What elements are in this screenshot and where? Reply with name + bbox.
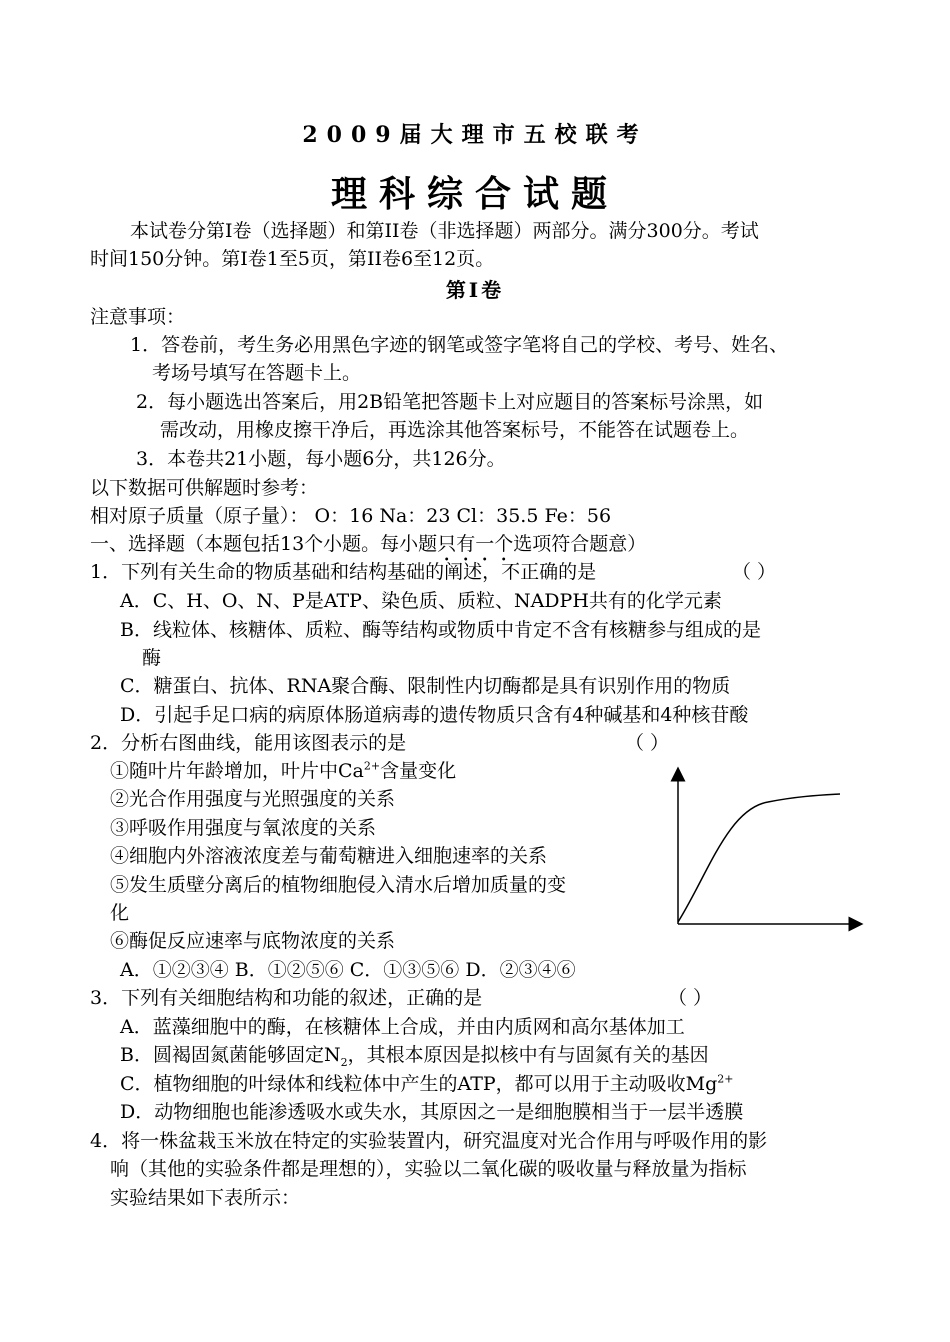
q2-item-2: ②光合作用强度与光照强度的关系	[110, 788, 396, 810]
section-heading-prefix: 一、选择题（本题包括13个小题。每小题	[90, 533, 438, 555]
q2-item-5-cont: 化	[110, 902, 130, 924]
exam-title: 2009届大理市五校联考	[302, 122, 648, 148]
q4-line-2: 响（其他的实验条件都是理想的），实验以二氧化碳的吸收量与释放量为指标	[110, 1158, 747, 1180]
intro-line-2: 时间150分钟。第I卷1至5页，第II卷6至12页。	[90, 248, 495, 270]
reference-heading: 以下数据可供解题时参考：	[90, 477, 319, 499]
q2-item-5: ⑤发生质壁分离后的植物细胞侵入清水后增加质量的变	[110, 874, 567, 896]
q2-item-1-text: ①随叶片年龄增加，叶片中Ca	[110, 760, 364, 782]
notice-item-2-cont: 需改动，用橡皮擦干净后，再选涂其他答案标号，不能答在试题卷上。	[160, 419, 750, 441]
atomic-mass-line: 相对原子质量（原子量）： O：16 Na：23 Cl：35.5 Fe：56	[90, 505, 612, 527]
q3-option-a: A．蓝藻细胞中的酶，在核糖体上合成，并由内质网和高尔基体加工	[120, 1016, 685, 1038]
section-heading-suffix: 选项符合题意）	[513, 533, 647, 555]
q3-option-b-subscript: 2	[340, 1055, 348, 1069]
q2-item-1-tail: 含量变化	[380, 760, 457, 782]
q2-item-1-charge: 2+	[363, 759, 381, 773]
q3-option-b	[120, 1042, 709, 1068]
q1-answer-paren: （ ）	[732, 561, 777, 583]
q2-item-6: ⑥酶促反应速率与底物浓度的关系	[110, 930, 396, 952]
section-heading-emphasis: 只有一个	[437, 533, 514, 555]
notice-item-2: 2．每小题选出答案后，用2B铅笔把答题卡上对应题目的答案标号涂黑，如	[136, 391, 764, 413]
notice-heading: 注意事项：	[90, 306, 186, 328]
q3-answer-paren: （ ）	[668, 987, 713, 1009]
notice-item-1-cont: 考场号填写在答题卡上。	[152, 362, 362, 384]
q3-option-c-charge: 2+	[717, 1072, 734, 1086]
q2-curve-graph	[668, 764, 868, 936]
exam-subject-title: 理科综合试题	[330, 173, 619, 215]
q1-stem: 1．下列有关生命的物质基础和结构基础的阐述，不正确的是	[90, 561, 597, 583]
q1-option-b: B．线粒体、核糖体、质粒、酶等结构或物质中肯定不含有核糖参与组成的是	[120, 619, 761, 641]
notice-item-1: 1．答卷前，考生务必用黑色字迹的钢笔或签字笔将自己的学校、考号、姓名、	[130, 334, 789, 356]
q4-line-1: 4．将一株盆栽玉米放在特定的实验装置内，研究温度对光合作用与呼吸作用的影	[90, 1130, 768, 1152]
q3-option-d: D．动物细胞也能渗透吸水或失水，其原因之一是细胞膜相当于一层半透膜	[120, 1101, 744, 1123]
q1-option-c: C．糖蛋白、抗体、RNA聚合酶、限制性内切酶都是具有识别作用的物质	[120, 675, 731, 697]
saturation-curve	[678, 794, 840, 922]
notice-item-3: 3．本卷共21小题，每小题6分，共126分。	[136, 448, 506, 470]
q3-option-b-text: B．圆褐固氮菌能够固定N	[120, 1044, 341, 1066]
q2-item-3: ③呼吸作用强度与氧浓度的关系	[110, 817, 377, 839]
q3-option-c	[120, 1071, 734, 1097]
q2-item-1	[110, 758, 456, 784]
q3-stem: 3．下列有关细胞结构和功能的叙述，正确的是	[90, 987, 483, 1009]
q1-option-d: D．引起手足口病的病原体肠道病毒的遗传物质只含有4种碱基和4种核苷酸	[120, 704, 749, 726]
q3-option-c-text: C．植物细胞的叶绿体和线粒体中产生的ATP，都可以用于主动吸收Mg	[120, 1073, 718, 1095]
q3-option-b-tail: ，其根本原因是拟核中有与固氮有关的基因	[347, 1044, 709, 1066]
intro-line-1: 本试卷分第I卷（选择题）和第II卷（非选择题）两部分。满分300分。考试	[130, 220, 759, 242]
volume-title: 第Ⅰ卷	[445, 278, 505, 302]
q2-item-4: ④细胞内外溶液浓度差与葡萄糖进入细胞速率的关系	[110, 845, 548, 867]
q1-option-b-cont: 酶	[142, 647, 162, 669]
q2-answer-paren: （ ）	[625, 732, 670, 754]
q4-line-3: 实验结果如下表所示：	[110, 1187, 301, 1209]
q1-option-a: A．C、H、O、N、P是ATP、染色质、质粒、NADPH共有的化学元素	[120, 590, 722, 612]
q2-stem: 2．分析右图曲线，能用该图表示的是	[90, 732, 407, 754]
q2-options: A．①②③④ B．①②⑤⑥ C．①③⑤⑥ D．②③④⑥	[120, 959, 576, 981]
